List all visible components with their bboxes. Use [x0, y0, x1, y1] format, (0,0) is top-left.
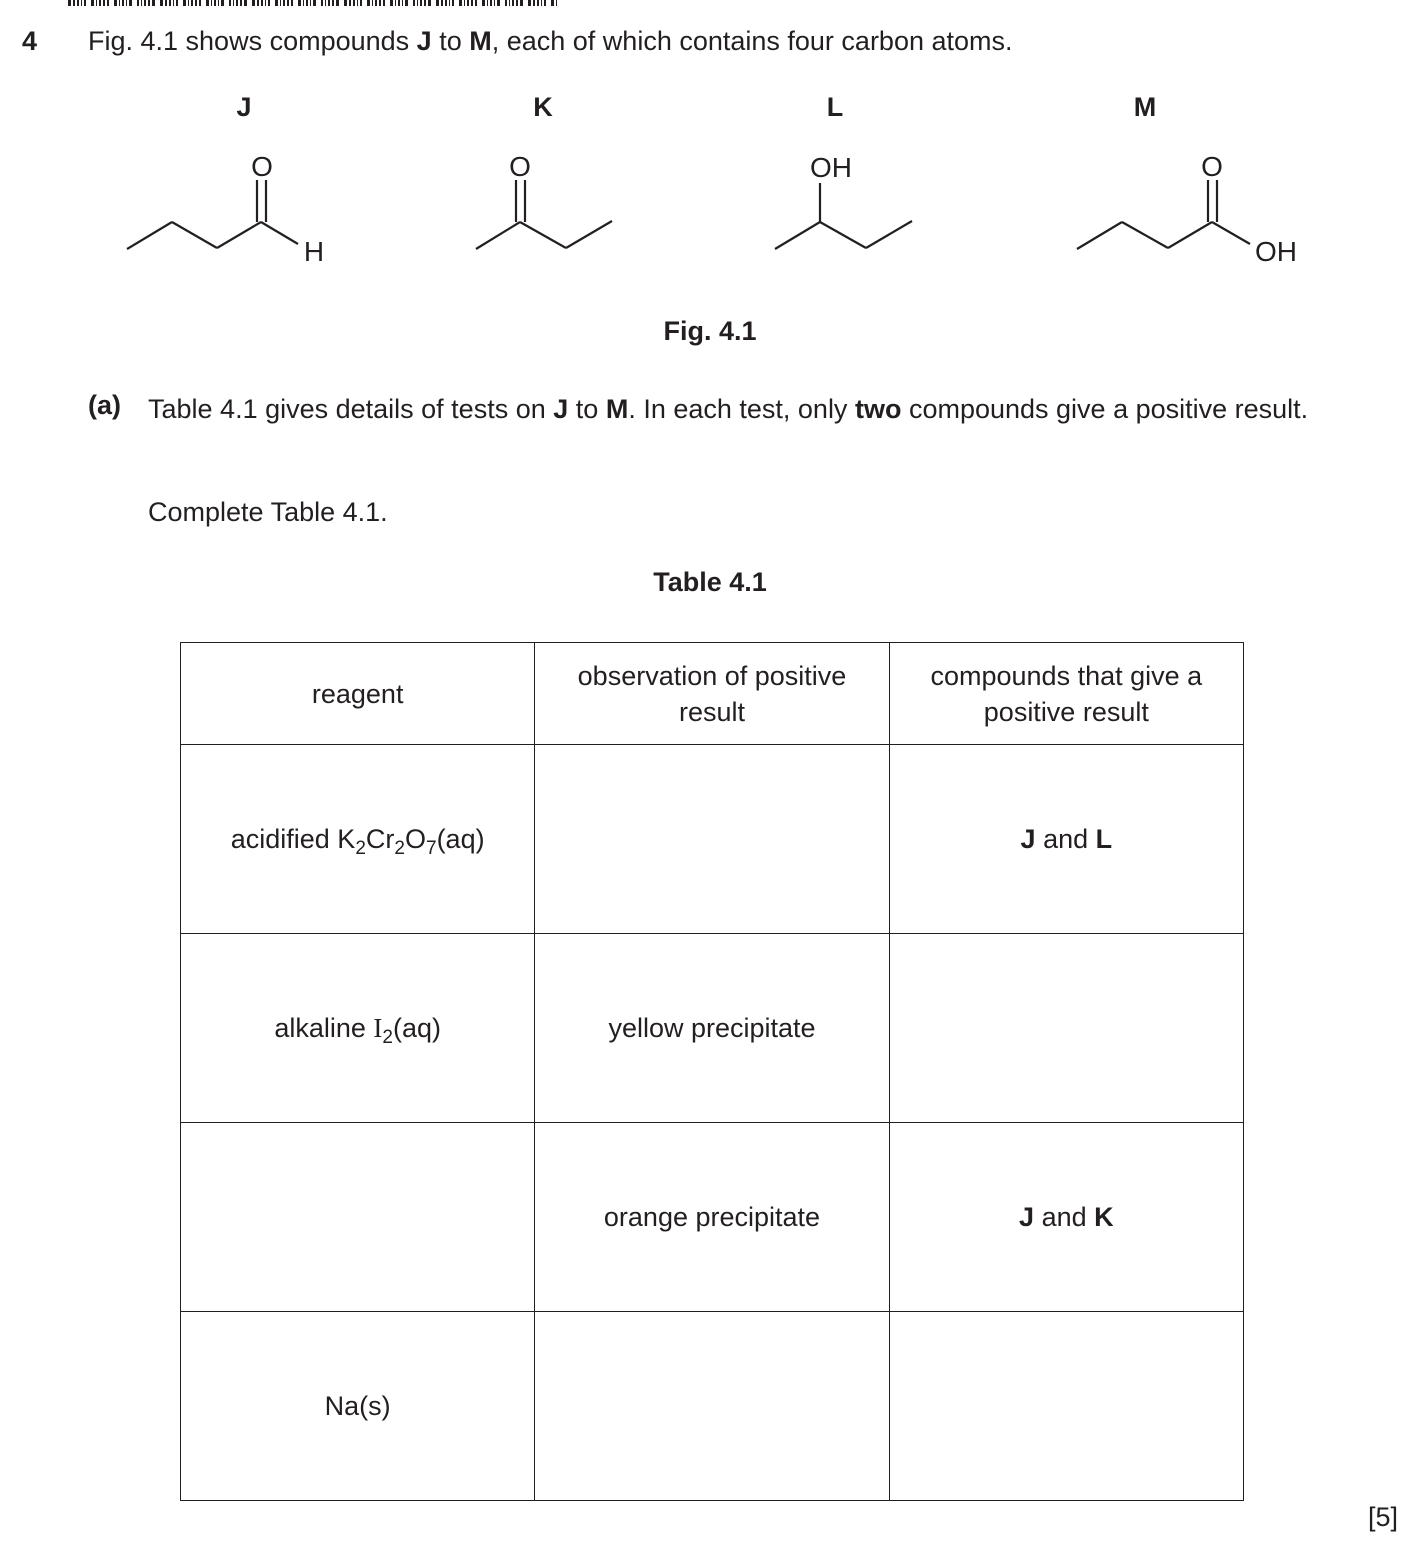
- structure-j: [127, 151, 324, 267]
- structure-m: [1077, 151, 1297, 267]
- part-a-text: Table 4.1 gives details of tests on J to M. In each test, only two compounds give a positive result.: [148, 394, 1309, 424]
- observation-cell: orange precipitate: [535, 1123, 889, 1312]
- compounds-answer-cell[interactable]: [889, 934, 1243, 1123]
- results-table: [180, 642, 1244, 1501]
- reagent-cell: alkaline $I_2(aq)$: [181, 934, 535, 1123]
- table-row: [181, 745, 1244, 934]
- figure-4-1-structures: [0, 0, 1420, 300]
- question-intro: Fig. 4.1 shows compounds J to M, each of which contains four carbon atoms.: [88, 26, 1013, 56]
- reagent-cell: acidified $K_2Cr_2O_7(aq)$: [181, 745, 535, 934]
- compounds-cell: J and K: [889, 1123, 1243, 1312]
- table-caption: Table 4.1: [653, 567, 767, 597]
- question-number: 4: [22, 26, 38, 56]
- compounds-cell: J and L: [889, 745, 1243, 934]
- observation-answer-cell[interactable]: [535, 1312, 889, 1501]
- part-a-instruction: Complete Table 4.1.: [148, 497, 388, 527]
- table-row: [181, 1312, 1244, 1501]
- structure-k: [476, 151, 612, 249]
- table-header-row: [181, 643, 1244, 745]
- j-oxygen-label: O: [251, 151, 273, 182]
- m-hydroxyl-label: OH: [1255, 236, 1297, 267]
- compound-label-m: M: [1133, 92, 1157, 122]
- j-hydrogen-label: H: [303, 236, 325, 267]
- compounds-answer-cell[interactable]: [889, 1312, 1243, 1501]
- observation-answer-cell[interactable]: [535, 745, 889, 934]
- header-observation: observation of positive result: [535, 643, 889, 745]
- m-oxygen-label: O: [1201, 151, 1223, 182]
- table-row: [181, 934, 1244, 1123]
- marks-allocation: [5]: [1367, 1502, 1398, 1532]
- reagent-cell: Na(s): [181, 1312, 535, 1501]
- observation-cell: yellow precipitate: [535, 934, 889, 1123]
- l-hydroxyl-label: OH: [810, 152, 852, 183]
- header-compounds: compounds that give a positive result: [889, 643, 1243, 745]
- reagent-answer-cell[interactable]: [181, 1123, 535, 1312]
- compound-label-j: J: [236, 92, 252, 122]
- header-reagent: reagent: [181, 643, 535, 745]
- compound-label-l: L: [826, 92, 844, 122]
- structure-l: [775, 152, 912, 249]
- compound-label-k: K: [533, 92, 553, 122]
- table-row: [181, 1123, 1244, 1312]
- figure-caption: Fig. 4.1: [663, 316, 757, 346]
- part-a-label: (a): [88, 390, 121, 420]
- k-oxygen-label: O: [509, 151, 531, 182]
